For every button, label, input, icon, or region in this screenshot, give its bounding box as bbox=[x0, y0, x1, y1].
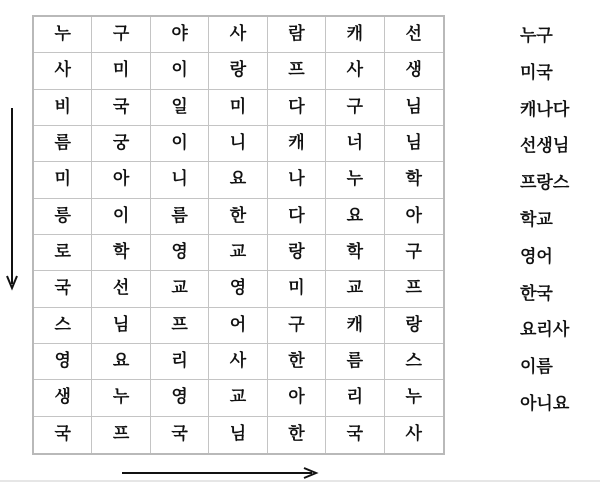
grid-cell: 너 bbox=[326, 126, 384, 162]
grid-cell: 누 bbox=[326, 162, 384, 198]
word-list-item: 누구 bbox=[520, 25, 553, 46]
word-list-item: 캐나다 bbox=[520, 99, 570, 120]
down-arrow-icon bbox=[4, 108, 20, 292]
grid-cell: 캐 bbox=[326, 308, 384, 344]
grid-cell: 님 bbox=[385, 90, 443, 126]
word-list-item: 선생님 bbox=[520, 136, 570, 157]
grid-cell: 프 bbox=[385, 271, 443, 307]
grid-cell: 캐 bbox=[268, 126, 326, 162]
grid-cell: 프 bbox=[268, 53, 326, 89]
grid-cell: 한 bbox=[268, 417, 326, 453]
grid-cell: 리 bbox=[326, 380, 384, 416]
grid-cell: 미 bbox=[34, 162, 92, 198]
grid-cell: 사 bbox=[326, 53, 384, 89]
grid-cell: 스 bbox=[385, 344, 443, 380]
grid-cell: 국 bbox=[34, 271, 92, 307]
grid-cell: 교 bbox=[326, 271, 384, 307]
grid-cell: 사 bbox=[209, 344, 267, 380]
grid-cell: 비 bbox=[34, 90, 92, 126]
grid-cell: 캐 bbox=[326, 17, 384, 53]
grid-cell: 이 bbox=[151, 53, 209, 89]
grid-cell: 름 bbox=[326, 344, 384, 380]
grid-cell: 일 bbox=[151, 90, 209, 126]
grid-cell: 아 bbox=[385, 199, 443, 235]
grid-cell: 님 bbox=[92, 308, 150, 344]
grid-cell: 구 bbox=[268, 308, 326, 344]
word-list-item: 영어 bbox=[520, 246, 553, 267]
grid-cell: 교 bbox=[209, 235, 267, 271]
grid-cell: 랑 bbox=[385, 308, 443, 344]
grid-cell: 생 bbox=[385, 53, 443, 89]
grid-cell: 름 bbox=[34, 126, 92, 162]
grid-cell: 교 bbox=[209, 380, 267, 416]
grid-cell: 학 bbox=[385, 162, 443, 198]
word-search-grid bbox=[32, 15, 445, 455]
right-arrow-icon bbox=[122, 466, 320, 480]
grid-cell: 생 bbox=[34, 380, 92, 416]
grid-cell: 영 bbox=[151, 235, 209, 271]
grid-cell: 야 bbox=[151, 17, 209, 53]
word-list bbox=[520, 15, 600, 420]
grid-cell: 람 bbox=[268, 17, 326, 53]
word-list-item: 요리사 bbox=[520, 320, 570, 341]
grid-cell: 국 bbox=[92, 90, 150, 126]
grid-cell: 요 bbox=[92, 344, 150, 380]
word-list-item: 한국 bbox=[520, 283, 553, 304]
word-list-item: 미국 bbox=[520, 62, 553, 83]
grid-cell: 학 bbox=[92, 235, 150, 271]
grid-cell: 한 bbox=[209, 199, 267, 235]
grid-cell: 영 bbox=[34, 344, 92, 380]
grid-cell: 국 bbox=[326, 417, 384, 453]
grid-cell: 사 bbox=[34, 53, 92, 89]
grid-cell: 영 bbox=[151, 380, 209, 416]
grid-cell: 누 bbox=[92, 380, 150, 416]
grid-cell: 요 bbox=[209, 162, 267, 198]
grid-cell: 프 bbox=[92, 417, 150, 453]
grid-cell: 누 bbox=[385, 380, 443, 416]
grid-cell: 릉 bbox=[34, 199, 92, 235]
grid-cell: 다 bbox=[268, 90, 326, 126]
grid-cell: 로 bbox=[34, 235, 92, 271]
grid-cell: 요 bbox=[326, 199, 384, 235]
grid-cell: 사 bbox=[209, 17, 267, 53]
grid-cell: 프 bbox=[151, 308, 209, 344]
grid-cell: 영 bbox=[209, 271, 267, 307]
word-list-item: 학교 bbox=[520, 209, 553, 230]
grid-cell: 선 bbox=[385, 17, 443, 53]
bottom-divider bbox=[0, 480, 600, 482]
grid-cell: 한 bbox=[268, 344, 326, 380]
word-list-item: 프랑스 bbox=[520, 173, 570, 194]
grid-cell: 국 bbox=[151, 417, 209, 453]
word-list-item: 이름 bbox=[520, 357, 553, 378]
grid-cell: 교 bbox=[151, 271, 209, 307]
grid-cell: 니 bbox=[151, 162, 209, 198]
grid-cell: 아 bbox=[92, 162, 150, 198]
grid-cell: 랑 bbox=[209, 53, 267, 89]
grid-cell: 구 bbox=[385, 235, 443, 271]
grid-cell: 미 bbox=[268, 271, 326, 307]
grid-cell: 미 bbox=[92, 53, 150, 89]
word-list-item: 아니요 bbox=[520, 394, 570, 415]
grid-cell: 이 bbox=[92, 199, 150, 235]
grid-cell: 구 bbox=[92, 17, 150, 53]
grid-cell: 구 bbox=[326, 90, 384, 126]
grid-cell: 선 bbox=[92, 271, 150, 307]
grid-cell: 님 bbox=[385, 126, 443, 162]
grid-cell: 니 bbox=[209, 126, 267, 162]
grid-cell: 어 bbox=[209, 308, 267, 344]
grid-cell: 누 bbox=[34, 17, 92, 53]
grid-cell: 학 bbox=[326, 235, 384, 271]
grid-cell: 름 bbox=[151, 199, 209, 235]
grid-cell: 님 bbox=[209, 417, 267, 453]
grid-cell: 이 bbox=[151, 126, 209, 162]
grid-cell: 궁 bbox=[92, 126, 150, 162]
grid-cell: 리 bbox=[151, 344, 209, 380]
grid-cell: 다 bbox=[268, 199, 326, 235]
grid-cell: 나 bbox=[268, 162, 326, 198]
grid-cell: 아 bbox=[268, 380, 326, 416]
grid-cell: 미 bbox=[209, 90, 267, 126]
grid-cell: 랑 bbox=[268, 235, 326, 271]
grid-cell: 국 bbox=[34, 417, 92, 453]
grid-cell: 스 bbox=[34, 308, 92, 344]
grid-cell: 사 bbox=[405, 424, 422, 445]
